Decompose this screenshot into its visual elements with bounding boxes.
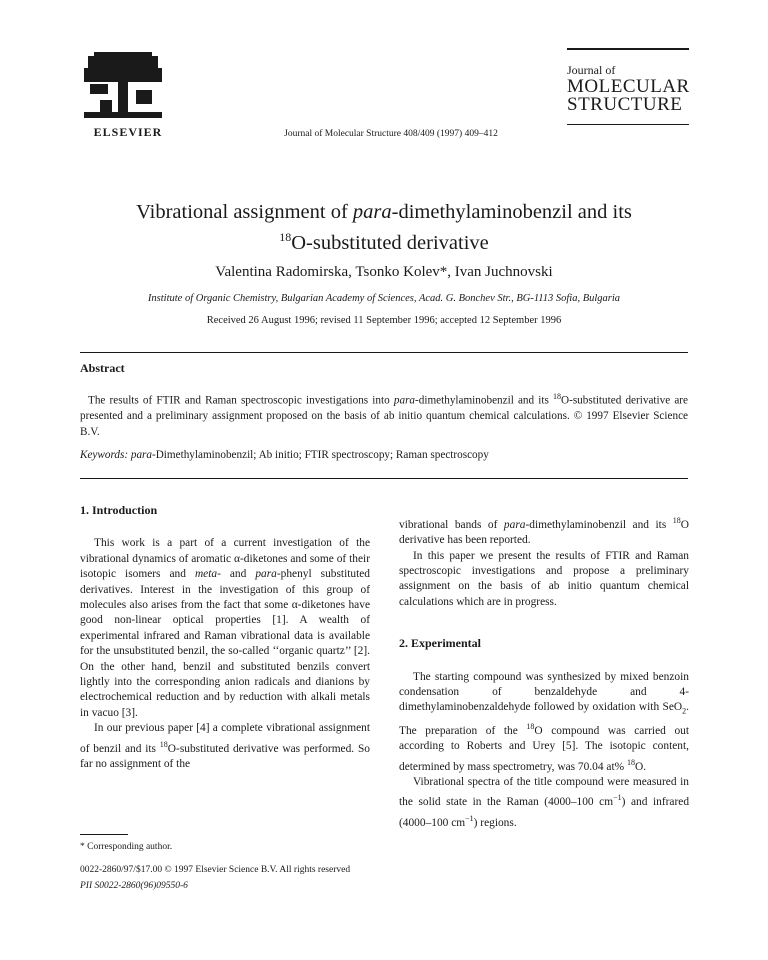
divider-top — [80, 352, 688, 353]
experimental-paragraph-1: The starting compound was synthesized by mixed benzoin condensation of benzaldehyde and 4-dimethylaminobenzaldehyde followed by oxidation with SeO$_2$. The preparation of the $^{18}$O compound was carried out according to Roberts and Urey [5]. The isotopic content, determined by mass spectrometry, was 70.04 at% $^{18}$O. — [399, 670, 689, 773]
copyright-line: 0022-2860/97/$17.00 © 1997 Elsevier Science B.V. All rights reserved — [80, 865, 351, 875]
affiliation: Institute of Organic Chemistry, Bulgarian Academy of Sciences, Acad. G. Bonchev Str., BG-1113 Sofia, Bulgaria — [147, 293, 621, 304]
publisher-name: ELSEVIER — [93, 125, 163, 139]
intro-paragraph-3: In this paper we present the results of FTIR and Raman spectroscopic investigations and propose a preliminary assignment on the basis of ab initio quantum chemical calculations which are in progress. — [399, 549, 689, 608]
elsevier-tree-logo — [80, 50, 166, 126]
corresponding-author-footnote: * Corresponding author. — [80, 842, 173, 852]
brand-rule-top — [567, 48, 689, 50]
authors: Valentina Radomirska, Tsonko Kolev*, Ivan Juchnovski — [215, 264, 553, 280]
pii-line: PII S0022-2860(96)09550-6 — [80, 881, 188, 891]
brand-molecular: MOLECULAR — [567, 76, 690, 97]
section-heading-experimental: 2. Experimental — [399, 636, 481, 651]
experimental-paragraph-2: Vibrational spectra of the title compound were measured in the solid state in the Raman (4000–100 $cm^{-1}$) and infrared (4000–100 $cm^{-1}$) regions. — [399, 775, 690, 829]
journal-brand — [567, 48, 689, 125]
intro-paragraph-2: In our previous paper [4] a complete vibrational assignment of benzil and its $^{18}$O-substituted derivative was performed. So far no assignment of the — [80, 722, 371, 770]
brand-structure: STRUCTURE — [567, 94, 683, 115]
column-left — [80, 503, 370, 772]
journal-citation: Journal of Molecular Structure 408/409 (1997) 409–412 — [284, 129, 498, 139]
keywords: Keywords: para-Dimethylaminobenzil; Ab initio; FTIR spectroscopy; Raman spectroscopy — [80, 449, 489, 461]
abstract-heading: Abstract — [80, 361, 125, 375]
footnote-rule — [80, 834, 128, 835]
intro-paragraph-1: This work is a part of a current investigation of the vibrational dynamics of aromatic α-diketones and some of their isotopic isomers and meta- and para-phenyl substituted derivatives. Interest in the investigation of this group of molecules also arises from the fact that some α-diketones have good non-linear optical properties [1]. A wealth of experimental infrared and Raman vibrational data is available for the unsubstituted benzil, the so-called ‘‘organic quartz’’ [2]. On the other hand, benzil and substituted benzils convert lightly into the corresponding anion radicals and dianions by electrochemical reduction and by reduction with alkali metals in vacuo [3]. — [80, 537, 371, 719]
article-title: Vibrational assignment of para-dimethylaminobenzil and its $^{18}$O-substituted derivative — [136, 201, 632, 254]
section-heading-introduction: 1. Introduction — [80, 503, 158, 517]
received-dates: Received 26 August 1996; revised 11 September 1996; accepted 12 September 1996 — [206, 315, 562, 326]
divider-bottom — [80, 478, 688, 479]
brand-journal-of: Journal of — [567, 63, 616, 77]
brand-rule-bottom — [567, 124, 689, 125]
column-right — [399, 513, 689, 831]
intro-paragraph-2-continued: vibrational bands of para-dimethylaminobenzil and its $^{18}$O derivative has been reported. — [399, 516, 689, 547]
abstract-text: The results of FTIR and Raman spectroscopic investigations into para-dimethylaminobenzil and its $^{18}$O-substituted derivative are presented and a preliminary assignment proposed on the basis of ab initio quantum chemical calculations. © 1997 Elsevier Science B.V. — [80, 392, 689, 438]
